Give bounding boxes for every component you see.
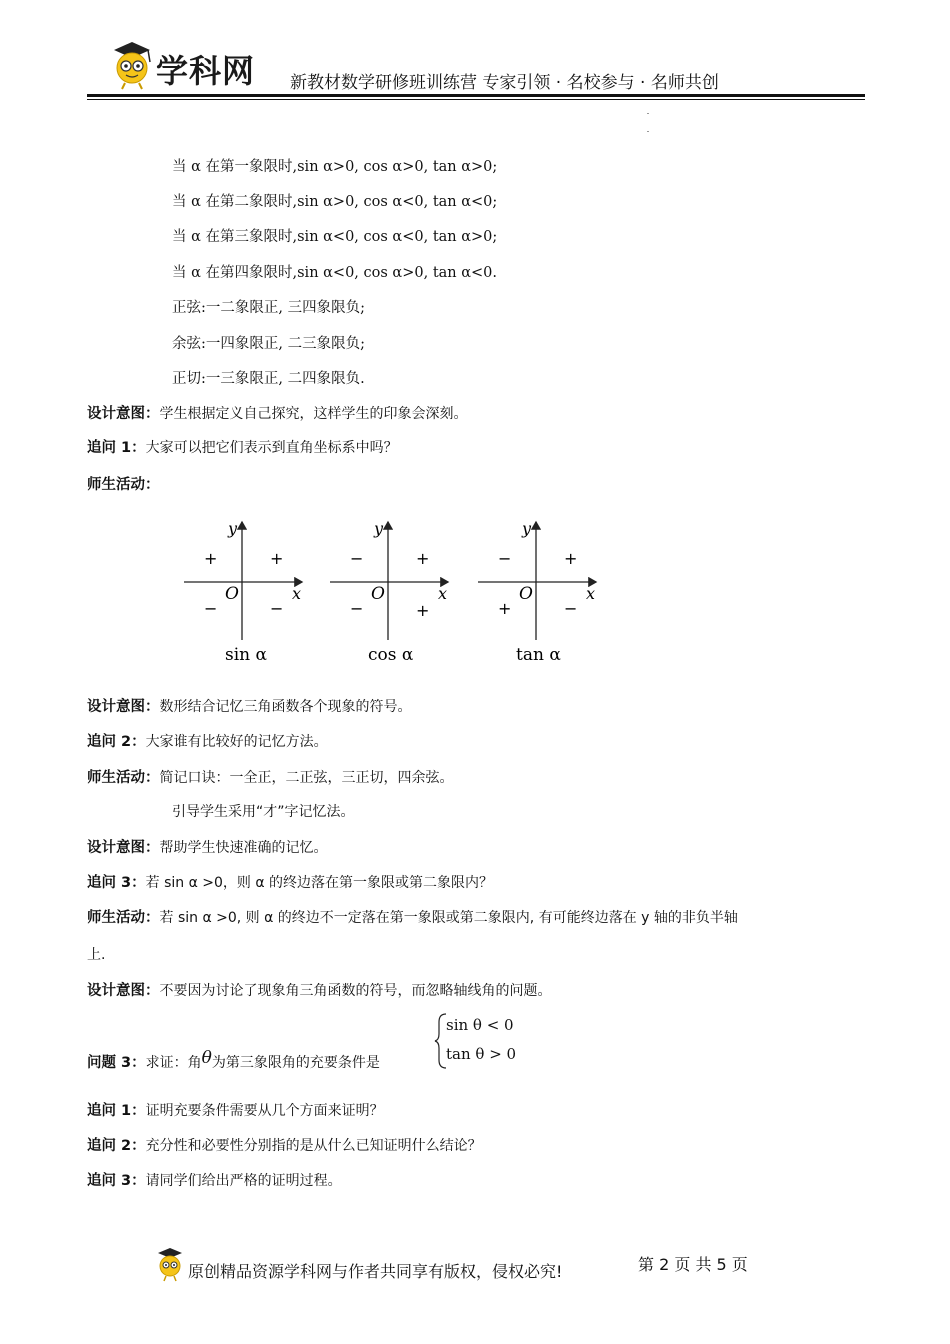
activity-label <box>87 475 160 495</box>
text: 不要因为讨论了现象角三角函数的符号，而忽略轴线角的问题。 <box>159 983 552 999</box>
design-intent <box>87 697 412 717</box>
quadrant-sign-figure <box>170 512 610 672</box>
problem-3 <box>87 1048 380 1073</box>
text: 求证：角 <box>145 1055 202 1071</box>
activity <box>87 908 738 928</box>
header-rule-thin <box>87 99 865 100</box>
sign-line: 当 α 在第二象限时,sin α>0, cos α<0, tan α<0; <box>172 194 498 210</box>
q1-sign: + <box>270 549 284 568</box>
panel-tan <box>478 519 596 665</box>
text: 证明充要条件需要从几个方面来证明？ <box>145 1103 384 1119</box>
q4-sign: − <box>564 599 578 618</box>
text: 大家谁有比较好的记忆方法。 <box>145 734 328 750</box>
activity <box>87 768 454 788</box>
follow-up-question <box>87 438 398 458</box>
label: 追问 1： <box>87 440 146 456</box>
theta-symbol: θ <box>201 1048 212 1068</box>
condition-tan: tan θ > 0 <box>446 1045 517 1063</box>
origin-label: O <box>225 584 239 604</box>
activity-continued: 上. <box>87 947 106 963</box>
follow-up-question <box>87 1101 384 1121</box>
mascot-footer-icon <box>155 1245 185 1283</box>
text: 学生根据定义自己探究，这样学生的印象会深刻。 <box>159 406 468 422</box>
stray-mark <box>647 131 649 132</box>
text: 大家可以把它们表示到直角坐标系中吗？ <box>145 440 398 456</box>
y-label: y <box>228 519 238 538</box>
sign-line: 正切:一三象限正, 二四象限负. <box>172 371 365 387</box>
copyright-notice: 原创精品资源学科网与作者共同享有版权，侵权必究! <box>188 1262 563 1281</box>
follow-up-question <box>87 1171 342 1191</box>
activity-continued: 引导学生采用“才”字记忆法。 <box>172 804 355 820</box>
text: 请同学们给出严格的证明过程。 <box>145 1173 342 1189</box>
q1-sign: + <box>564 549 578 568</box>
label: 追问 2： <box>87 734 146 750</box>
y-label: y <box>522 519 532 538</box>
panel-cos <box>330 519 448 665</box>
y-label: y <box>374 519 384 538</box>
label: 设计意图： <box>87 406 160 422</box>
sign-line: 当 α 在第三象限时,sin α<0, cos α<0, tan α>0; <box>172 229 498 245</box>
x-label: x <box>438 584 448 603</box>
header-rule <box>87 94 865 97</box>
sign-line: 正弦:一二象限正, 三四象限负; <box>172 300 365 316</box>
design-intent <box>87 981 552 1001</box>
mascot-logo-icon <box>108 38 154 90</box>
caption: sin α <box>225 645 267 665</box>
origin-label: O <box>519 584 533 604</box>
origin-label: O <box>371 584 385 604</box>
label: 追问 3： <box>87 1173 146 1189</box>
caption: tan α <box>516 645 561 665</box>
panel-sin <box>184 519 302 665</box>
text: 若 sin α >0，则 α 的终边落在第一象限或第二象限内？ <box>145 875 494 891</box>
stray-mark <box>647 113 649 114</box>
text: 为第三象限角的充要条件是 <box>211 1055 380 1071</box>
header-slogan: 新教材数学研修班训练营 专家引领 · 名校参与 · 名师共创 <box>290 73 719 93</box>
text: 若 sin α >0, 则 α 的终边不一定落在第一象限或第二象限内, 有可能终边落在 y 轴的非负半轴 <box>159 910 738 926</box>
q1-sign: + <box>416 549 430 568</box>
label: 问题 3： <box>87 1055 146 1071</box>
page-number: 第 2 页 共 5 页 <box>638 1255 748 1274</box>
sign-line: 当 α 在第一象限时,sin α>0, cos α>0, tan α>0; <box>172 159 498 175</box>
design-intent <box>87 838 328 858</box>
label: 设计意图： <box>87 983 160 999</box>
label: 师生活动： <box>87 770 160 786</box>
design-intent <box>87 404 468 424</box>
q2-sign: + <box>204 549 218 568</box>
label: 设计意图： <box>87 840 160 856</box>
label: 设计意图： <box>87 699 160 715</box>
sign-line: 余弦:一四象限正, 二三象限负; <box>172 336 365 352</box>
logo-text: 学科网 <box>156 52 256 90</box>
sign-line: 当 α 在第四象限时,sin α<0, cos α>0, tan α<0. <box>172 265 498 281</box>
label: 追问 2： <box>87 1138 146 1154</box>
x-label: x <box>586 584 596 603</box>
text: 简记口诀：一全正，二正弦，三正切，四余弦。 <box>159 770 454 786</box>
q2-sign: − <box>350 549 364 568</box>
text: 充分性和必要性分别指的是从什么已知证明什么结论？ <box>145 1138 482 1154</box>
condition-sin: sin θ < 0 <box>446 1016 514 1034</box>
q2-sign: − <box>498 549 512 568</box>
follow-up-question <box>87 873 493 893</box>
label: 师生活动： <box>87 910 160 926</box>
label: 师生活动： <box>87 477 160 493</box>
label: 追问 3： <box>87 875 146 891</box>
text: 帮助学生快速准确的记忆。 <box>159 840 328 856</box>
q4-sign: − <box>270 599 284 618</box>
text: 数形结合记忆三角函数各个现象的符号。 <box>159 699 412 715</box>
q3-sign: + <box>498 599 512 618</box>
label: 追问 1： <box>87 1103 146 1119</box>
follow-up-question <box>87 1136 482 1156</box>
q3-sign: − <box>204 599 218 618</box>
q4-sign: + <box>416 601 430 620</box>
follow-up-question <box>87 732 328 752</box>
caption: cos α <box>368 645 414 665</box>
q3-sign: − <box>350 599 364 618</box>
x-label: x <box>292 584 302 603</box>
